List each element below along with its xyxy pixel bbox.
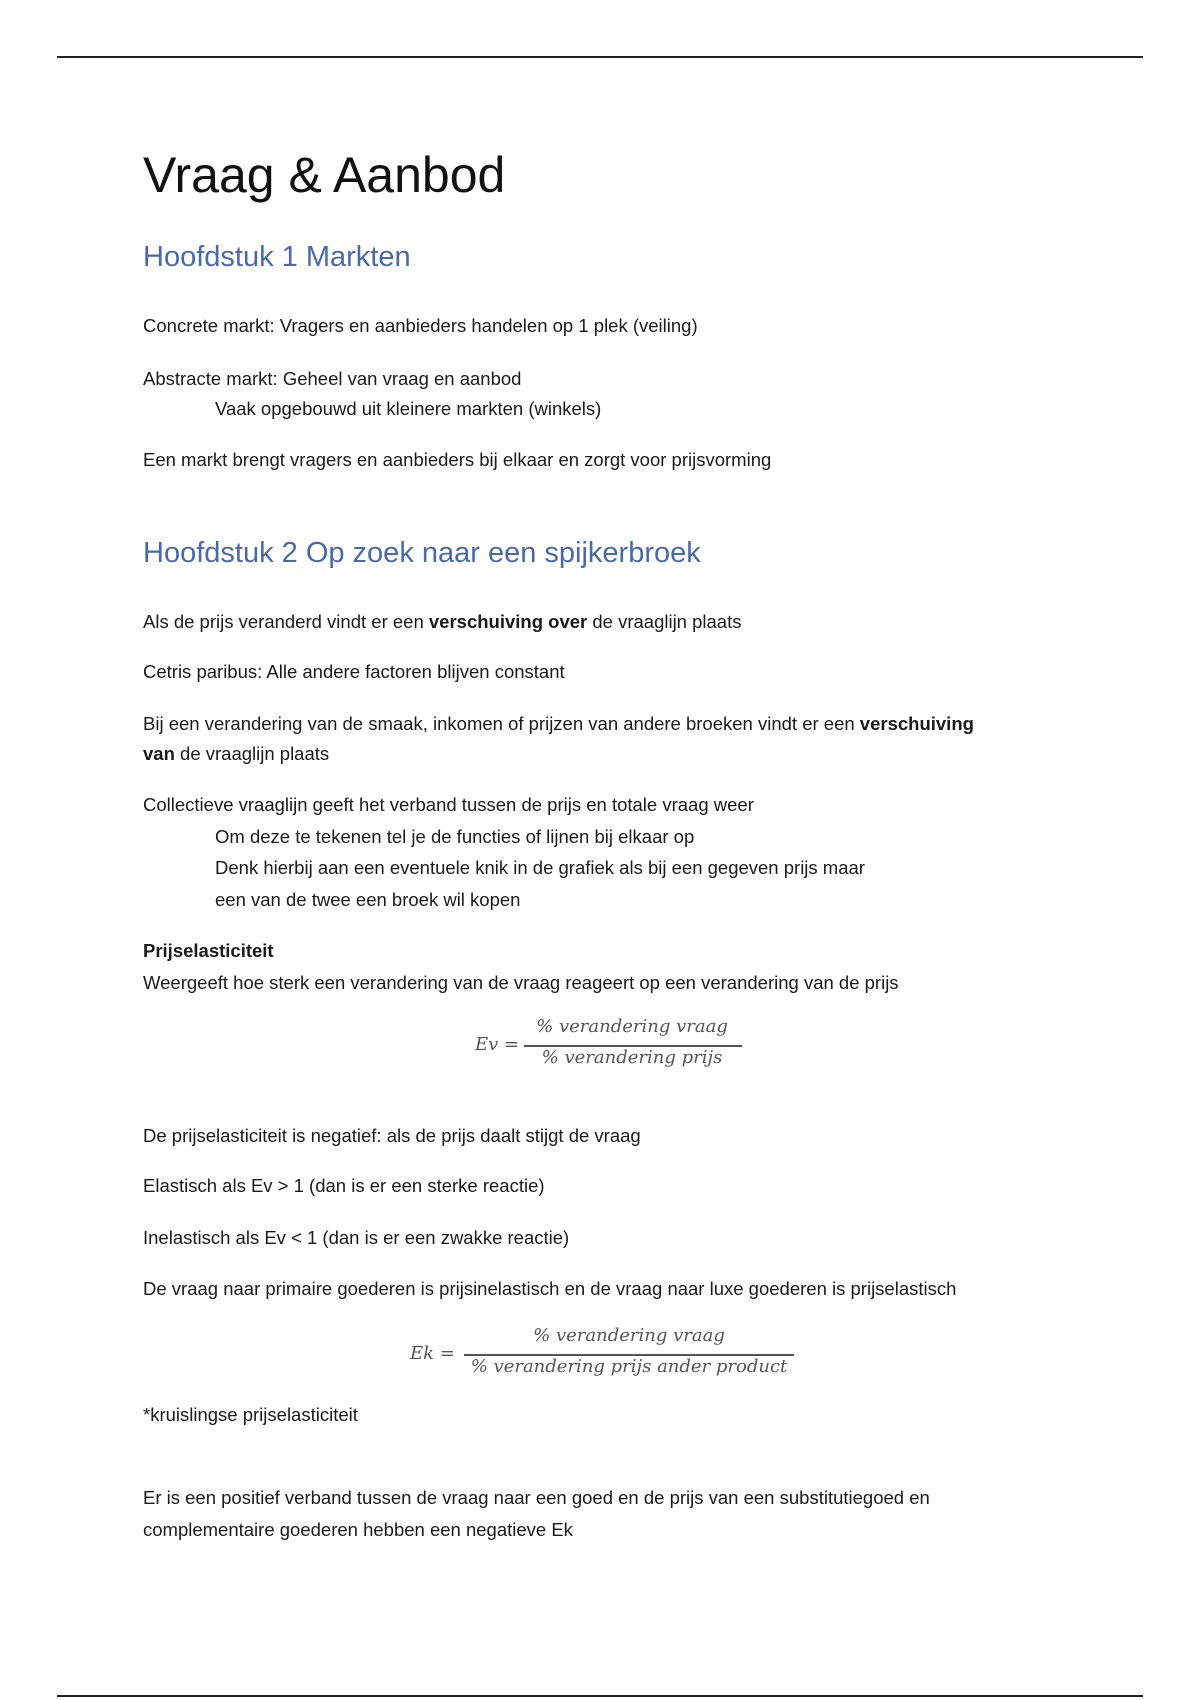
footer-rule xyxy=(57,1695,1143,1697)
paragraph-collectief-sub1: Om deze te tekenen tel je de functies of lijnen bij elkaar op xyxy=(215,826,695,847)
heading-hoofdstuk-2: Hoofdstuk 2 Op zoek naar een spijkerbroek xyxy=(143,537,701,569)
paragraph-collectieve-vraaglijn: Collectieve vraaglijn geeft het verband tussen de prijs en totale vraag weer xyxy=(143,794,754,815)
formula-ek-denominator: % verandering prijs ander product xyxy=(470,1356,788,1377)
heading-hoofdstuk-1: Hoofdstuk 1 Markten xyxy=(143,241,411,273)
subheading-prijselasticiteit: Prijselasticiteit xyxy=(143,940,274,961)
formula-ev-denominator: % verandering prijs xyxy=(541,1047,723,1068)
formula-ek-numerator: % verandering vraag xyxy=(533,1325,725,1346)
paragraph-verandering-line1: Bij een verandering van de smaak, inkomen of prijzen van andere broeken vindt er een verschuiving xyxy=(143,713,974,734)
paragraph-primaire-goederen: De vraag naar primaire goederen is prijsinelastisch en de vraag naar luxe goederen is prijselastisch xyxy=(143,1278,957,1299)
paragraph-positief-line2: complementaire goederen hebben een negatieve Ek xyxy=(143,1519,573,1540)
paragraph-abstracte-markt: Abstracte markt: Geheel van vraag en aanbod xyxy=(143,368,522,389)
paragraph-positief-line1: Er is een positief verband tussen de vraag naar een goed en de prijs van een substitutiegoed en xyxy=(143,1487,930,1508)
paragraph-markt: Een markt brengt vragers en aanbieders bij elkaar en zorgt voor prijsvorming xyxy=(143,449,772,470)
paragraph-prijs-verandert: Als de prijs veranderd vindt er een verschuiving over de vraaglijn plaats xyxy=(143,611,742,632)
paragraph-inelastisch: Inelastisch als Ev < 1 (dan is er een zwakke reactie) xyxy=(143,1227,570,1248)
formula-ev-lhs: Ev = xyxy=(475,1034,520,1055)
page-title: Vraag & Aanbod xyxy=(143,147,506,203)
paragraph-collectief-sub3: een van de twee een broek wil kopen xyxy=(215,889,521,910)
formula-ev xyxy=(460,1014,760,1074)
formula-ev-numerator: % verandering vraag xyxy=(536,1016,728,1037)
paragraph-cetris-paribus: Cetris paribus: Alle andere factoren blijven constant xyxy=(143,661,565,682)
formula-ek xyxy=(400,1323,800,1383)
paragraph-collectief-sub2: Denk hierbij aan een eventuele knik in de grafiek als bij een gegeven prijs maar xyxy=(215,857,865,878)
paragraph-negatief: De prijselasticiteit is negatief: als de prijs daalt stijgt de vraag xyxy=(143,1125,641,1146)
paragraph-abstracte-markt-sub: Vaak opgebouwd uit kleinere markten (winkels) xyxy=(215,398,602,419)
header-rule xyxy=(57,56,1143,58)
paragraph-elastisch: Elastisch als Ev > 1 (dan is er een sterke reactie) xyxy=(143,1175,545,1196)
paragraph-concrete-markt: Concrete markt: Vragers en aanbieders handelen op 1 plek (veiling) xyxy=(143,315,698,336)
paragraph-verandering-line2: van de vraaglijn plaats xyxy=(143,743,330,764)
paragraph-prijselasticiteit-definitie: Weergeeft hoe sterk een verandering van de vraag reageert op een verandering van de prijs xyxy=(143,972,899,993)
formula-ek-lhs: Ek = xyxy=(410,1343,455,1364)
paragraph-kruislingse: *kruislingse prijselasticiteit xyxy=(143,1404,358,1425)
